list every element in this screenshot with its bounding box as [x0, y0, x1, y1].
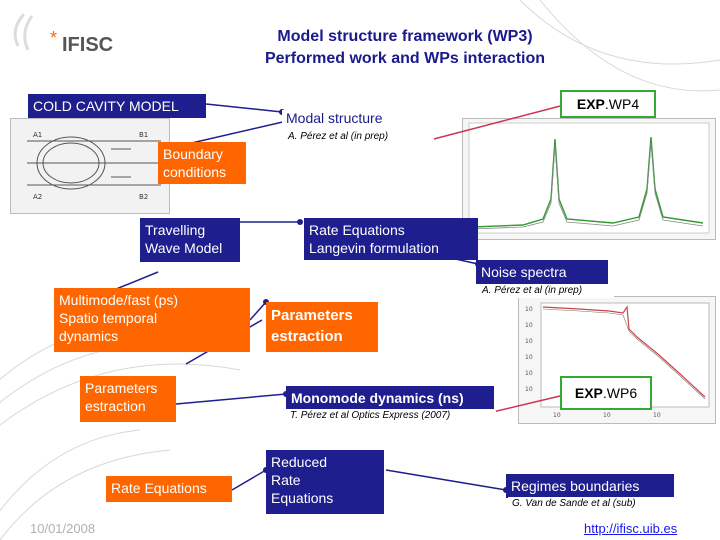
title-line-1: Model structure framework (WP3): [277, 28, 533, 45]
travelling-wave-model-node: [140, 218, 240, 262]
monomode-citation: T. Pérez et al Optics Express (2007): [286, 409, 496, 423]
logo-star-icon: *: [50, 28, 58, 48]
params-center-label-1: Parameters: [271, 307, 353, 324]
rate-langevin-label-2: Langevin formulation: [309, 240, 439, 256]
footer-url-link[interactable]: http://ifisc.uib.es: [584, 521, 678, 536]
svg-text:10: 10: [553, 412, 561, 419]
svg-text:10: 10: [525, 370, 533, 377]
reduced-label-3: Equations: [271, 490, 334, 506]
reduced-label-2: Rate: [271, 472, 301, 488]
svg-text:B2: B2: [139, 193, 149, 201]
svg-text:A2: A2: [33, 193, 43, 201]
regimes-boundaries-node: [506, 474, 674, 498]
multimode-label-3: dynamics: [59, 328, 119, 344]
modal-structure-label: Modal structure: [286, 110, 383, 126]
cold-cavity-model-node: [28, 94, 206, 118]
footer-date: 10/01/2008: [30, 521, 96, 536]
rate-equations-left-label: Rate Equations: [111, 480, 207, 496]
exp-wp4-rest-label: .WP4: [604, 96, 640, 112]
modal-structure-citation: A. Pérez et al (in prep): [284, 130, 434, 144]
boundary-conditions-label-2: conditions: [163, 164, 227, 180]
monomode-dynamics-label: Monomode dynamics (ns): [291, 390, 464, 406]
noise-spectra-label: Noise spectra: [481, 264, 567, 280]
monomode-dynamics-node: [286, 386, 494, 410]
params-left-label-1: Parameters: [85, 380, 158, 396]
logo: IFISC: [62, 34, 114, 56]
multimode-label-2: Spatio temporal: [59, 310, 158, 326]
title-line-2: Performed work and WPs interaction: [264, 50, 546, 67]
rate-equations-left-node: [106, 476, 232, 502]
multimode-label-1: Multimode/fast (ps): [59, 292, 179, 308]
svg-text:10: 10: [525, 338, 533, 345]
exp-wp6-rest-label: .WP6: [602, 385, 638, 401]
rate-langevin-label-1: Rate Equations: [309, 222, 405, 238]
reduced-label-1: Reduced: [271, 454, 328, 470]
travelling-wave-label-2: Wave Model: [145, 240, 223, 256]
parameters-estraction-center-node: [266, 302, 378, 352]
svg-text:A1: A1: [33, 131, 43, 139]
multimode-dynamics-node: [54, 288, 250, 352]
regimes-boundaries-label: Regimes boundaries: [511, 478, 640, 494]
parameters-estraction-left-node: [80, 376, 176, 422]
svg-text:10: 10: [525, 386, 533, 393]
boundary-conditions-node: [158, 142, 246, 184]
boundary-conditions-label-1: Boundary: [163, 146, 223, 162]
svg-text:10: 10: [603, 412, 611, 419]
exp-wp6-bold-label: EXP: [574, 385, 603, 401]
exp-wp6-node: [560, 376, 652, 410]
params-left-label-2: estraction: [85, 398, 146, 414]
svg-text:B1: B1: [139, 131, 149, 139]
exp-wp4-bold-label: EXP: [576, 96, 605, 112]
params-center-label-2: estraction: [271, 328, 343, 345]
rate-equations-langevin-node: [304, 218, 478, 260]
reduced-rate-equations-node: [266, 450, 384, 514]
regimes-citation: G. Van de Sande et al (sub): [508, 497, 678, 511]
cold-cavity-model-label: COLD CAVITY MODEL: [33, 98, 179, 114]
svg-text:10: 10: [525, 306, 533, 313]
travelling-wave-label-1: Travelling: [145, 222, 206, 238]
modal-structure-node: [282, 110, 428, 130]
exp-wp4-node: [560, 90, 656, 118]
noise-spectra-node: [476, 260, 608, 284]
noise-spectra-citation: A. Pérez et al (in prep): [478, 284, 614, 298]
svg-text:10: 10: [525, 354, 533, 361]
svg-text:10: 10: [653, 412, 661, 419]
svg-text:10: 10: [525, 322, 533, 329]
